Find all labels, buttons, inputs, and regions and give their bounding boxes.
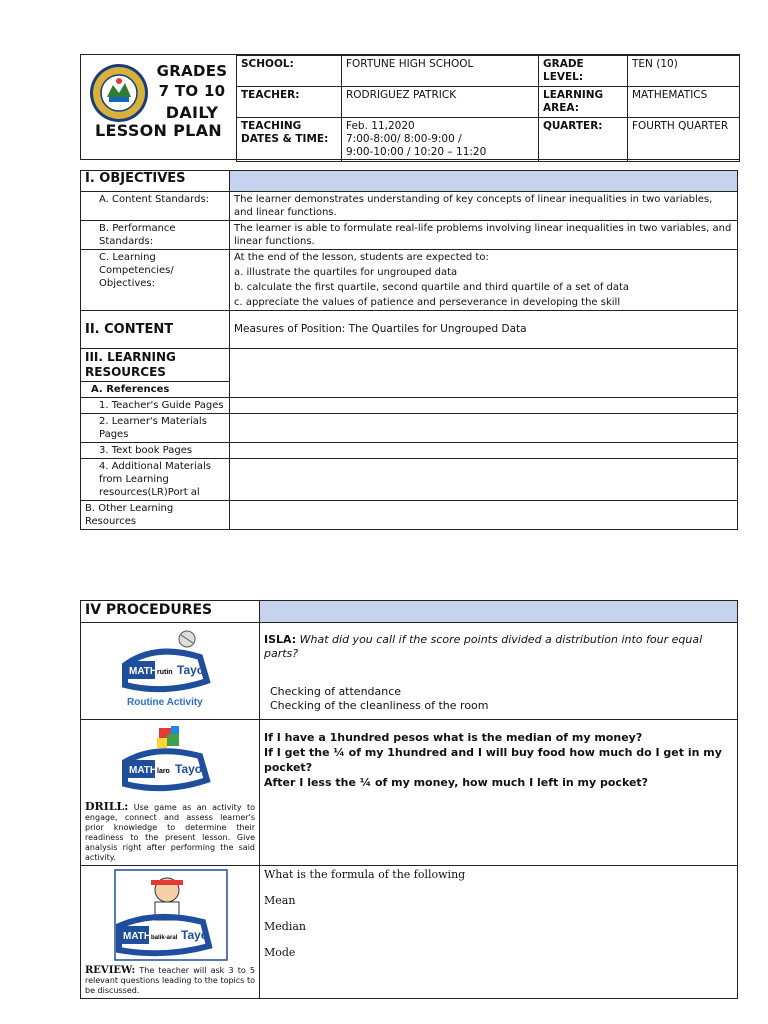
svg-text:laro: laro xyxy=(157,768,170,775)
svg-text:balik-aral: balik-aral xyxy=(151,935,178,941)
isla-label: ISLA: xyxy=(264,633,297,646)
textbook-pages-label: 3. Text book Pages xyxy=(81,443,230,459)
learners-materials-value xyxy=(230,414,738,443)
procedures-table xyxy=(80,600,738,999)
textbook-pages-value xyxy=(230,443,738,459)
learning-resources-value xyxy=(230,349,738,398)
competencies-label: C. Learning Competencies/ Objectives: xyxy=(81,250,230,311)
drill-text: Use game as an activity to engage, connect and assess learner's prior knowledge to determine their readiness to the present lesson. Give analysis right after performing the said activity. xyxy=(85,803,255,862)
teachers-guide-value xyxy=(230,398,738,414)
performance-standards-text: The learner is able to formulate real-life problems involving linear inequalities in two variables, and linear functions. xyxy=(230,221,738,250)
additional-materials-value xyxy=(230,459,738,501)
objectives-heading-shade xyxy=(230,171,738,192)
lesson-plan-title: LESSON PLAN xyxy=(94,121,222,140)
dates-value: Feb. 11,2020 7:00-8:00/ 8:00-9:00 / 9:00-10:00 / 10:20 – 11:20 xyxy=(342,118,539,162)
isla-question xyxy=(264,633,733,661)
competencies-cell xyxy=(230,250,738,311)
svg-text:MATH: MATH xyxy=(129,666,158,677)
drill-question-2: If I get the ¼ of my 1hundred and I will buy food how much do I get in my pocket? xyxy=(264,746,722,774)
grades-title xyxy=(151,61,233,123)
mean-item: Mean xyxy=(264,894,296,907)
learning-area-label: LEARNING AREA: xyxy=(539,87,628,118)
teachers-guide-label: 1. Teacher's Guide Pages xyxy=(81,398,230,414)
grades-label: GRADES xyxy=(156,62,228,80)
header-block xyxy=(80,54,740,160)
mode-item: Mode xyxy=(264,946,296,959)
drill-question-1: If I have a 1hundred pesos what is the median of my money? xyxy=(264,731,643,744)
review-content-cell xyxy=(260,866,738,999)
teacher-value: RODRIGUEZ PATRICK xyxy=(342,87,539,118)
performance-standards-label: B. Performance Standards: xyxy=(81,221,230,250)
grade-level-label: GRADE LEVEL: xyxy=(539,56,628,87)
dates-label: TEACHING DATES & TIME: xyxy=(237,118,342,162)
svg-text:Tayo: Tayo xyxy=(175,762,203,776)
formula-question: What is the formula of the following xyxy=(264,868,466,881)
drill-description xyxy=(85,802,255,863)
quarter-value: FOURTH QUARTER xyxy=(628,118,740,162)
competency-intro: At the end of the lesson, students are expected to: xyxy=(234,252,489,263)
procedures-heading-shade xyxy=(260,601,738,623)
other-resources-value xyxy=(230,501,738,530)
grades-range: 7 TO 10 xyxy=(158,82,226,100)
additional-materials-label: 4. Additional Materials from Learning resources(LR)Port al xyxy=(81,459,230,501)
check-attendance: Checking of attendance xyxy=(270,685,402,698)
division-seal-logo xyxy=(89,63,149,123)
daily-label: DAILY xyxy=(165,103,219,122)
drill-questions-cell xyxy=(260,720,738,866)
teacher-label: TEACHER: xyxy=(237,87,342,118)
review-description xyxy=(85,966,255,996)
school-value: FORTUNE HIGH SCHOOL xyxy=(342,56,539,87)
routine-logo-icon xyxy=(85,625,255,713)
svg-text:rutin: rutin xyxy=(157,669,173,676)
svg-text:Tayo: Tayo xyxy=(177,663,205,677)
median-item: Median xyxy=(264,920,306,933)
quarter-label: QUARTER: xyxy=(539,118,628,162)
competency-b: b. calculate the first quartile, second quartile and third quartile of a set of data xyxy=(234,282,630,293)
review-text: The teacher will ask 3 to 5 relevant questions leading to the topics to be discussed. xyxy=(85,966,255,995)
svg-text:MATH: MATH xyxy=(129,765,158,776)
isla-text: What did you call if the score points divided a distribution into four equal parts? xyxy=(264,633,703,660)
learners-materials-label: 2. Learner's Materials Pages xyxy=(81,414,230,443)
drill-logo-icon xyxy=(85,722,255,798)
learning-resources-heading: III. LEARNING RESOURCES xyxy=(81,349,230,382)
routine-activity-cell xyxy=(81,623,260,720)
review-cell xyxy=(81,866,260,999)
school-label: SCHOOL: xyxy=(237,56,342,87)
review-label: REVIEW: xyxy=(85,965,136,976)
objectives-heading: I. OBJECTIVES xyxy=(81,171,230,192)
check-cleanliness: Checking of the cleanliness of the room xyxy=(270,699,489,712)
objectives-table xyxy=(80,170,738,530)
review-logo-icon xyxy=(85,868,255,962)
content-standards-text: The learner demonstrates understanding of key concepts of linear inequalities in two variables, and linear functions. xyxy=(230,192,738,221)
drill-question-3: After I less the ¼ of my money, how much I left in my pocket? xyxy=(264,776,649,789)
other-resources-label: B. Other Learning Resources xyxy=(81,501,230,530)
content-standards-label: A. Content Standards: xyxy=(81,192,230,221)
routine-caption: Routine Activity xyxy=(127,697,203,708)
content-value: Measures of Position: The Quartiles for Ungrouped Data xyxy=(230,311,738,349)
svg-text:MATH: MATH xyxy=(123,931,152,942)
header-info-table xyxy=(236,55,740,162)
drill-cell xyxy=(81,720,260,866)
content-heading: II. CONTENT xyxy=(81,311,230,349)
learning-area-value: MATHEMATICS xyxy=(628,87,740,118)
references-label: A. References xyxy=(81,382,230,398)
competency-a: a. illustrate the quartiles for ungrouped data xyxy=(234,267,458,278)
svg-text:Tayo: Tayo xyxy=(181,928,209,942)
competency-c: c. appreciate the values of patience and perseverance in developing the skill xyxy=(234,297,621,308)
drill-label: DRILL: xyxy=(85,800,129,813)
routine-content-cell xyxy=(260,623,738,720)
header-logo-cell xyxy=(81,55,237,159)
procedures-heading: IV PROCEDURES xyxy=(81,601,260,623)
grade-level-value: TEN (10) xyxy=(628,56,740,87)
